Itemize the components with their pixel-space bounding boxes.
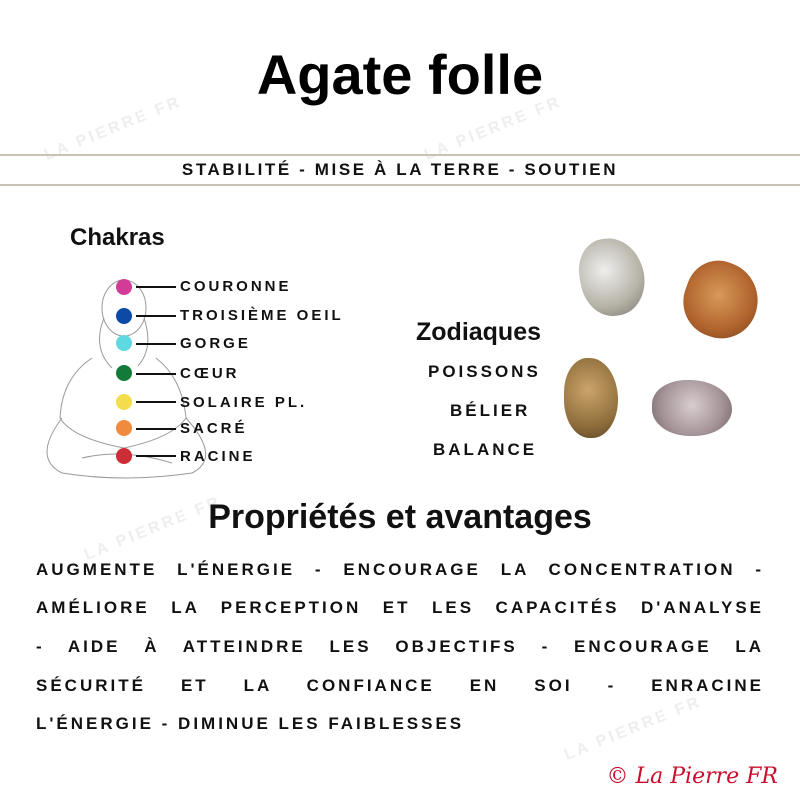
properties-heading: Propriétés et avantages bbox=[208, 498, 592, 536]
stone-image bbox=[564, 358, 618, 438]
keywords-text: STABILITÉ - MISE À LA TERRE - SOUTIEN bbox=[181, 160, 619, 179]
chakra-dot-sacre bbox=[116, 420, 132, 436]
chakra-dot-couronne bbox=[116, 279, 132, 295]
zodiac-heading: Zodiaques bbox=[416, 318, 542, 346]
chakra-racine: RACINE bbox=[180, 448, 256, 465]
leader-line bbox=[136, 373, 176, 375]
properties-line: AUGMENTE L'ÉNERGIE - ENCOURAGE LA CONCENTRATION - bbox=[36, 560, 764, 579]
watermark: LA PIERRE FR bbox=[81, 493, 225, 564]
watermark: LA PIERRE FR bbox=[41, 93, 185, 164]
watermark: LA PIERRE FR bbox=[421, 93, 565, 164]
page-title: Agate folle bbox=[256, 43, 544, 106]
keywords-banner bbox=[0, 154, 800, 186]
chakra-dot-racine bbox=[116, 448, 132, 464]
zodiac-item: BÉLIER bbox=[450, 401, 531, 420]
chakra-sacre: SACRÉ bbox=[180, 420, 248, 437]
leader-line bbox=[136, 428, 176, 430]
chakra-troisieme-oeil: TROISIÈME OEIL bbox=[180, 307, 344, 324]
chakra-dot-coeur bbox=[116, 365, 132, 381]
copyright-signature: © La Pierre FR bbox=[606, 764, 778, 789]
chakra-gorge: GORGE bbox=[180, 335, 251, 352]
leader-line bbox=[136, 401, 176, 403]
leader-line bbox=[136, 455, 176, 457]
chakra-dot-troisieme-oeil bbox=[116, 308, 132, 324]
zodiac-item: BALANCE bbox=[433, 440, 538, 459]
stone-image bbox=[652, 380, 732, 436]
chakra-solaire: SOLAIRE PL. bbox=[180, 394, 308, 411]
properties-line: L'ÉNERGIE - DIMINUE LES FAIBLESSES bbox=[36, 714, 465, 733]
stone-image bbox=[673, 252, 769, 349]
zodiac-item: POISSONS bbox=[428, 362, 541, 381]
leader-line bbox=[136, 343, 176, 345]
leader-line bbox=[136, 315, 176, 317]
chakras-heading: Chakras bbox=[70, 224, 165, 251]
chakra-dot-solaire bbox=[116, 394, 132, 410]
properties-line: AMÉLIORE LA PERCEPTION ET LES CAPACITÉS D'ANALYSE bbox=[36, 598, 764, 617]
chakra-dot-gorge bbox=[116, 335, 132, 351]
properties-line: - AIDE À ATTEINDRE LES OBJECTIFS - ENCOURAGE LA bbox=[36, 637, 764, 656]
properties-line: SÉCURITÉ ET LA CONFIANCE EN SOI - ENRACINE bbox=[36, 676, 764, 695]
chakra-coeur: CŒUR bbox=[180, 365, 240, 382]
leader-line bbox=[136, 286, 176, 288]
chakra-couronne: COURONNE bbox=[180, 278, 292, 295]
stone-image bbox=[574, 233, 651, 321]
watermark: LA PIERRE FR bbox=[561, 693, 705, 764]
